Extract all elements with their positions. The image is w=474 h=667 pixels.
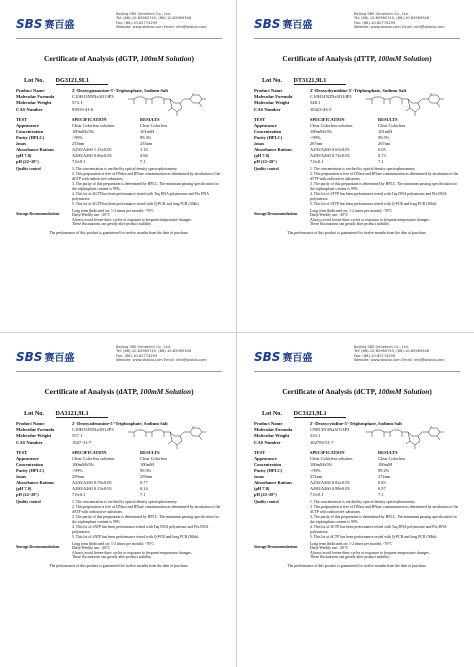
weight-label: Molecular Weight <box>16 433 52 439</box>
appearance-spec: Clear Colorless solution <box>72 122 115 128</box>
quality-control-label: Quality control <box>16 166 41 171</box>
letterhead <box>254 12 460 44</box>
quality-control-notes <box>72 500 222 541</box>
concentration-label: Concentration <box>16 461 44 467</box>
ph-result: 7.1 <box>140 158 146 164</box>
title-close: ) <box>191 54 195 63</box>
product-info <box>254 421 460 446</box>
absorbance-spec-2: A280/A260 0.15±0.03 <box>72 485 112 491</box>
concentration-result: 101mM <box>378 128 392 134</box>
qc-note: 2. This preparation is free of DNase and RNase contamination as determined by incubation of the dGTP with radioactive substrates. <box>72 172 221 181</box>
title-close: ) <box>429 54 432 63</box>
company-web: Website: www.sbsbio.com Email: info@sbsbio.com <box>116 358 207 363</box>
lmax-label: λmax <box>16 140 27 146</box>
appearance-spec: Clear Colorless solution <box>310 455 353 461</box>
specification-header: SPECIFICATION <box>72 449 107 455</box>
absorbance-spec-2: A280/A260 0.74±0.03 <box>310 152 350 158</box>
purity-result: 99.2% <box>378 467 390 473</box>
weight-label: Molecular Weight <box>254 433 290 439</box>
storage-note: Long term (Indicated on: 1-2 times per month): -70°C <box>310 541 393 546</box>
logo-chinese-name: 赛百盛 <box>44 353 75 364</box>
header-rule <box>16 38 222 39</box>
quality-control-section <box>254 500 460 541</box>
lot-number: DC3121,9L1 <box>294 410 346 418</box>
storage-notes <box>72 542 222 560</box>
ph70-label: (pH 7.0) <box>16 485 32 491</box>
lot-line <box>16 410 222 418</box>
lot-label: Lot No. <box>24 77 44 84</box>
quality-control-section <box>16 167 222 208</box>
absorbance-spec-1: A250/A260 0.82±0.05 <box>310 479 350 485</box>
quality-control-label: Quality control <box>254 166 279 171</box>
company-fax: Fax: (86)-10-62774299 <box>354 20 396 25</box>
purity-result: 99.3% <box>140 467 152 473</box>
ph-row <box>254 492 460 498</box>
title-close: ) <box>429 387 432 396</box>
test-header: TEST <box>254 116 266 122</box>
lot-line <box>254 77 460 85</box>
concentration-spec: 100mM±5% <box>72 461 95 467</box>
logo-mark: SBS <box>254 350 281 364</box>
cas-value: 102783-51-7 <box>310 439 334 445</box>
ph-result: 7.1 <box>140 491 146 497</box>
company-contact <box>116 12 230 30</box>
formula-label: Molecular Formula <box>16 427 55 433</box>
product-info <box>16 88 222 113</box>
qc-note: 1. The concentration is verified by optical density spectrophotometry. <box>72 499 178 504</box>
formula-value: C10H13N5Na3O13P3 <box>72 94 114 100</box>
weight-value: 548.1 <box>310 100 321 106</box>
company-contact <box>116 345 230 363</box>
company-name: Beijing SBS Genetech Co., Ltd. <box>354 12 409 16</box>
appearance-result: Clear Colorless <box>140 455 168 461</box>
storage-note: These fluctuations can greatly alter product stability. <box>310 555 390 560</box>
specification-table <box>16 450 222 498</box>
concentration-spec: 100mM±5% <box>72 128 95 134</box>
concentration-label: Concentration <box>254 461 282 467</box>
qc-note: 3. The purity of this preparation is determined by HPLC. The minimum passing specification for the triphosphate content is 99%. <box>310 182 457 191</box>
absorbance-result-2: 0.14 <box>140 485 148 491</box>
guarantee-footer: The performance of this product is guaranteed for twelve months from the date of purchase. <box>49 563 189 568</box>
qc-note: 3. The purity of this preparation is determined by HPLC. The minimum passing specification for the triphosphate content is 99%. <box>310 515 457 524</box>
storage-note: These fluctuations can greatly alter product stability. <box>72 555 152 560</box>
absorbance-result-1: 0.83 <box>378 479 386 485</box>
qc-note: 4. This lot of dGTP has been performance tested with Taq DNA polymerase and Pfu DNA polymerase. <box>72 192 209 201</box>
certificate-title <box>16 54 222 63</box>
lot-label: Lot No. <box>262 410 282 417</box>
storage-label: Storage Recommendations <box>254 211 298 216</box>
company-tel: Tel: (86)-10-62960745, (86)-10-62969346 <box>354 16 430 21</box>
absorbance-spec-1: A250/A260 0.65±0.05 <box>310 146 350 152</box>
storage-note: Daily/Weekly use: -20°C <box>72 213 111 218</box>
lot-line <box>16 77 222 85</box>
concentration-spec: 100mM±5% <box>310 461 333 467</box>
quality-control-section <box>254 167 460 208</box>
purity-result: 99.3% <box>140 134 152 140</box>
ph70-label: (pH 7.0) <box>16 152 32 158</box>
company-fax: Fax: (86)-10-62774299 <box>354 353 396 358</box>
ph-row <box>254 159 460 165</box>
absorbance-result-1: 0.77 <box>140 479 148 485</box>
results-header: RESULTS <box>378 116 398 122</box>
certificate-title <box>254 387 460 396</box>
logo-mark: SBS <box>254 17 281 31</box>
absorbance-spec-1: A250/A260 0.78±0.05 <box>72 479 112 485</box>
weight-label: Molecular Weight <box>16 100 52 106</box>
storage-label: Storage Recommendations <box>16 544 60 549</box>
weight-value: 557.1 <box>72 433 83 439</box>
page-divider-horizontal <box>0 332 474 333</box>
absorbance-label: Absorbance Rations <box>16 146 54 152</box>
storage-notes <box>310 209 460 227</box>
formula-value: C10H13N5Na3O12P3 <box>72 427 114 433</box>
title-text: Certificate of Analysis (dTTP, <box>282 54 378 63</box>
appearance-label: Appearance <box>254 455 277 461</box>
storage-section <box>254 209 460 227</box>
cas-value: 18423-43-3 <box>310 106 332 112</box>
ph-result: 7.1 <box>378 158 384 164</box>
company-name: Beijing SBS Genetech Co., Ltd. <box>354 345 409 349</box>
cas-label: CAS Number <box>16 106 43 112</box>
product-name-value: 2'-Deoxythymidine-5'-Triphosphate, Sodium Salt <box>310 88 407 93</box>
absorbance-result-2: 0.97 <box>378 485 386 491</box>
concentration-result: 100mM <box>140 461 154 467</box>
product-name-value: 2'-Deoxycytidine-5'-Triphosphate, Sodium Salt <box>310 421 402 426</box>
quality-control-notes <box>72 167 222 208</box>
storage-note: Daily/Weekly use: -20°C <box>72 546 111 551</box>
storage-note: Daily/Weekly use: -20°C <box>310 213 349 218</box>
purity-spec: >99% <box>310 134 321 140</box>
lmax-label: λmax <box>254 140 265 146</box>
logo-chinese-name: 赛百盛 <box>282 353 313 364</box>
lmax-label: λmax <box>254 473 265 479</box>
lot-label: Lot No. <box>24 410 44 417</box>
concentration-result: 100mM <box>378 461 392 467</box>
absorbance-label: Absorbance Rations <box>16 479 54 485</box>
storage-notes <box>310 542 460 560</box>
concentration-label: Concentration <box>254 128 282 134</box>
ph-label: pH (22~28°) <box>254 158 277 164</box>
specification-header: SPECIFICATION <box>310 449 345 455</box>
product-name-label: Product Name <box>254 88 283 93</box>
lot-number: DG3121,9L1 <box>56 77 108 85</box>
storage-label: Storage Recommendations <box>16 211 60 216</box>
ph-result: 7.1 <box>378 491 384 497</box>
lot-line <box>254 410 460 418</box>
qc-note: 1. The concentration is verified by optical density spectrophotometry. <box>310 166 416 171</box>
absorbance-spec-2: A280/A260 0.98±0.03 <box>310 485 350 491</box>
product-name-value: 2'-Deoxyadenosine-5'-Triphosphate, Sodium Salt <box>72 421 168 426</box>
company-name: Beijing SBS Genetech Co., Ltd. <box>116 345 171 349</box>
product-name-label: Product Name <box>16 421 45 426</box>
lot-number: DA3121,9L1 <box>56 410 108 418</box>
lot-label: Lot No. <box>262 77 282 84</box>
storage-note: Long term (Indicated on: 1-2 times per month): -70°C <box>72 208 155 213</box>
company-tel: Tel: (86)-10-62960745, (86)-10-62969346 <box>354 349 430 354</box>
ph-spec: 7.0±0.1 <box>310 158 324 164</box>
storage-note: These fluctuations can greatly alter product stability. <box>72 222 152 227</box>
page-divider-vertical <box>236 0 237 667</box>
specification-header: SPECIFICATION <box>310 116 345 122</box>
letterhead <box>254 345 460 377</box>
qc-note: 4. This lot of dATP has been performance tested with Taq DNA polymerase and Pfu DNA polymerase. <box>72 525 209 534</box>
certificate-page-2 <box>242 4 468 328</box>
lmax-spec: 259nm <box>72 473 85 479</box>
cas-label: CAS Number <box>254 106 281 112</box>
purity-spec: >99% <box>72 134 83 140</box>
qc-note: 2. This preparation is free of DNase and RNase contamination as determined by incubation of the dATP with radioactive substrates. <box>72 505 221 514</box>
ph-label: pH (22~28°) <box>254 491 277 497</box>
storage-notes <box>72 209 222 227</box>
quality-control-notes <box>310 167 460 208</box>
title-italic: 100mM Solution <box>378 387 430 396</box>
company-web: Website: www.sbsbio.com Email: info@sbsbio.com <box>116 25 207 30</box>
absorbance-spec-2: A280/A260 0.66±0.03 <box>72 152 112 158</box>
appearance-spec: Clear Colorless solution <box>72 455 115 461</box>
specification-header: SPECIFICATION <box>72 116 107 122</box>
certificate-page-1 <box>4 4 230 328</box>
header-rule <box>254 371 460 372</box>
title-italic: 100mM Solution <box>377 54 430 63</box>
company-logo <box>254 16 312 31</box>
purity-spec: >99% <box>310 467 321 473</box>
weight-label: Molecular Weight <box>254 100 290 106</box>
title-close: ) <box>191 387 194 396</box>
qc-note: 3. The purity of this preparation is determined by HPLC. The minimum passing specification for the triphosphate content is 99%. <box>72 515 219 524</box>
logo-chinese-name: 赛百盛 <box>44 20 75 31</box>
lot-number: DT3121,9L1 <box>294 77 346 85</box>
ph-spec: 7.0±0.1 <box>72 158 86 164</box>
appearance-label: Appearance <box>254 122 277 128</box>
cas-label: CAS Number <box>16 439 43 445</box>
certificate-title <box>16 387 222 396</box>
ph-spec: 7.0±0.1 <box>310 491 324 497</box>
test-header: TEST <box>16 116 28 122</box>
chemical-structure-image <box>362 426 448 450</box>
company-name: Beijing SBS Genetech Co., Ltd. <box>116 12 171 16</box>
results-header: RESULTS <box>378 449 398 455</box>
qc-note: 1. The concentration is verified by optical density spectrophotometry. <box>310 499 416 504</box>
product-name-label: Product Name <box>254 421 283 426</box>
specification-table <box>254 117 460 165</box>
chemical-structure-image <box>362 93 448 117</box>
product-name-value: 2'-Deoxyguanosine-5'-Triphosphate, Sodium Salt <box>72 88 169 93</box>
qc-note: 1. The concentration is verified by optical density spectrophotometry. <box>72 166 178 171</box>
qc-note: 2. This preparation is free of DNase and RNase contamination as determined by incubation of the dCTP with radioactive substrates. <box>310 505 459 514</box>
purity-label: Purity (HPLC) <box>254 134 283 140</box>
company-contact <box>354 345 468 363</box>
storage-note: Always avoid freeze-thaw cycles or exposure to frequent temperature changes. <box>72 217 192 222</box>
storage-section <box>16 542 222 560</box>
product-name-label: Product Name <box>16 88 45 93</box>
absorbance-result-1: 0.65 <box>378 146 386 152</box>
test-header: TEST <box>254 449 266 455</box>
weight-value: 573.1 <box>72 100 83 106</box>
lmax-label: λmax <box>16 473 27 479</box>
company-logo <box>16 16 74 31</box>
lmax-result: 259nm <box>140 473 153 479</box>
header-rule <box>16 371 222 372</box>
absorbance-result-2: 0.66 <box>140 152 148 158</box>
ph-row <box>16 159 222 165</box>
company-logo <box>16 349 74 364</box>
lmax-result: 267nm <box>378 140 391 146</box>
storage-note: Always avoid freeze-thaw cycles or exposure to frequent temperature changes. <box>310 550 430 555</box>
ph70-label: (pH 7.0) <box>254 485 270 491</box>
purity-spec: >99% <box>72 467 83 473</box>
concentration-spec: 100mM±5% <box>310 128 333 134</box>
appearance-result: Clear Colorless <box>378 122 406 128</box>
company-tel: Tel: (86)-10-62960745, (86)-10-62969346 <box>116 16 192 21</box>
storage-note: These fluctuations can greatly alter product stability. <box>310 222 390 227</box>
specification-table <box>16 117 222 165</box>
lmax-result: 272nm <box>378 473 391 479</box>
logo-chinese-name: 赛百盛 <box>282 20 313 31</box>
appearance-label: Appearance <box>16 455 39 461</box>
cas-label: CAS Number <box>254 439 281 445</box>
storage-section <box>254 542 460 560</box>
storage-note: Long term (Indicated on: 1-2 times per month): -70°C <box>310 208 393 213</box>
letterhead <box>16 345 222 377</box>
ph-label: pH (22~28°) <box>16 158 39 164</box>
header-rule <box>254 38 460 39</box>
lmax-result: 253nm <box>140 140 153 146</box>
company-fax: Fax: (86)-10-62774299 <box>116 20 158 25</box>
storage-section <box>16 209 222 227</box>
company-fax: Fax: (86)-10-62774299 <box>116 353 158 358</box>
lmax-spec: 267nm <box>310 140 323 146</box>
title-italic: 100mM Solution <box>140 54 192 63</box>
absorbance-result-2: 0.73 <box>378 152 386 158</box>
certificate-title <box>254 54 460 63</box>
purity-result: 99.5% <box>378 134 390 140</box>
ph70-label: (pH 7.0) <box>254 152 270 158</box>
guarantee-footer: The performance of this product is guaranteed for twelve months from the date of purchase. <box>287 230 427 235</box>
chemical-structure-image <box>124 93 210 117</box>
results-header: RESULTS <box>140 449 160 455</box>
qc-note: 5. This lot of dTTP has been performance tested with Q-PCR and long PCR (30kb). <box>310 202 438 207</box>
company-web: Website: www.sbsbio.com Email: info@sbsbio.com <box>354 358 445 363</box>
qc-note: 4. This lot of dCTP has been performance tested with Taq DNA polymerase and Pfu DNA polymerase. <box>310 525 447 534</box>
company-logo <box>254 349 312 364</box>
qc-note: 3. The purity of this preparation is determined by HPLC. The minimum passing specification for the triphosphate content is 99%. <box>72 182 219 191</box>
formula-label: Molecular Formula <box>254 94 293 100</box>
company-tel: Tel: (86)-10-62960745, (86)-10-62969346 <box>116 349 192 354</box>
ph-label: pH (22~28°) <box>16 491 39 497</box>
title-text: Certificate of Analysis (dATP, <box>44 387 140 396</box>
absorbance-label: Absorbance Rations <box>254 479 292 485</box>
company-web: Website: www.sbsbio.com Email: info@sbsbio.com <box>354 25 445 30</box>
concentration-label: Concentration <box>16 128 44 134</box>
purity-label: Purity (HPLC) <box>16 467 45 473</box>
quality-control-notes <box>310 500 460 541</box>
test-header: TEST <box>16 449 28 455</box>
cas-value: 93919-41-6 <box>72 106 94 112</box>
product-info <box>254 88 460 113</box>
certificate-page-3 <box>4 337 230 661</box>
formula-value: C10H14N2Na3O14P3 <box>310 94 352 100</box>
qc-note: 5. This lot of dATP has been performance tested with Q-PCR and long PCR (30kb). <box>72 535 200 540</box>
absorbance-result-1: 1.16 <box>140 146 148 152</box>
title-text: Certificate of Analysis (dCTP, <box>282 387 379 396</box>
appearance-result: Clear Colorless <box>140 122 168 128</box>
appearance-spec: Clear Colorless solution <box>310 122 353 128</box>
ph-spec: 7.0±0.1 <box>72 491 86 497</box>
product-info <box>16 421 222 446</box>
ph-row <box>16 492 222 498</box>
quality-control-label: Quality control <box>254 499 279 504</box>
absorbance-spec-1: A250/A260 1.15±0.05 <box>72 146 112 152</box>
guarantee-footer: The performance of this product is guaranteed for twelve months from the date of purchase. <box>287 563 427 568</box>
storage-note: Long term (Indicated on: 1-2 times per month): -70°C <box>72 541 155 546</box>
storage-label: Storage Recommendations <box>254 544 298 549</box>
cas-value: 1927-31-7 <box>72 439 92 445</box>
purity-label: Purity (HPLC) <box>16 134 45 140</box>
specification-table <box>254 450 460 498</box>
title-italic: 100mM Solution <box>139 387 192 396</box>
purity-label: Purity (HPLC) <box>254 467 283 473</box>
letterhead <box>16 12 222 44</box>
storage-note: Daily/Weekly use: -20°C <box>310 546 349 551</box>
absorbance-label: Absorbance Rations <box>254 146 292 152</box>
formula-label: Molecular Formula <box>254 427 293 433</box>
storage-note: Always avoid freeze-thaw cycles or exposure to frequent temperature changes. <box>310 217 430 222</box>
qc-note: 4. This lot of dTTP has been performance tested with Taq DNA polymerase and Pfu DNA polymerase. <box>310 192 447 201</box>
logo-mark: SBS <box>16 350 43 364</box>
title-text: Certificate of Analysis (dGTP, <box>43 54 141 63</box>
quality-control-label: Quality control <box>16 499 41 504</box>
formula-value: C9H13N3Na3O13P3 <box>310 427 350 433</box>
logo-mark: SBS <box>16 17 43 31</box>
certificate-page-4 <box>242 337 468 661</box>
quality-control-section <box>16 500 222 541</box>
weight-value: 533.1 <box>310 433 321 439</box>
qc-note: 2. This preparation is free of DNase and RNase contamination as determined by incubation of the dTTP with radioactive substrates. <box>310 172 459 181</box>
lmax-spec: 272nm <box>310 473 323 479</box>
storage-note: Always avoid freeze-thaw cycles or exposure to frequent temperature changes. <box>72 550 192 555</box>
appearance-label: Appearance <box>16 122 39 128</box>
chemical-structure-image <box>124 426 210 450</box>
qc-note: 5. This lot of dCTP has been performance tested with Q-PCR and long PCR (30kb). <box>310 535 438 540</box>
appearance-result: Clear Colorless <box>378 455 406 461</box>
qc-note: 5. This lot of dGTP has been performance tested with Q-PCR and long PCR (30kb). <box>72 202 200 207</box>
results-header: RESULTS <box>140 116 160 122</box>
company-contact <box>354 12 468 30</box>
concentration-result: 101mM <box>140 128 154 134</box>
guarantee-footer: The performance of this product is guaranteed for twelve months from the date of purchase. <box>49 230 189 235</box>
lmax-spec: 253nm <box>72 140 85 146</box>
formula-label: Molecular Formula <box>16 94 55 100</box>
